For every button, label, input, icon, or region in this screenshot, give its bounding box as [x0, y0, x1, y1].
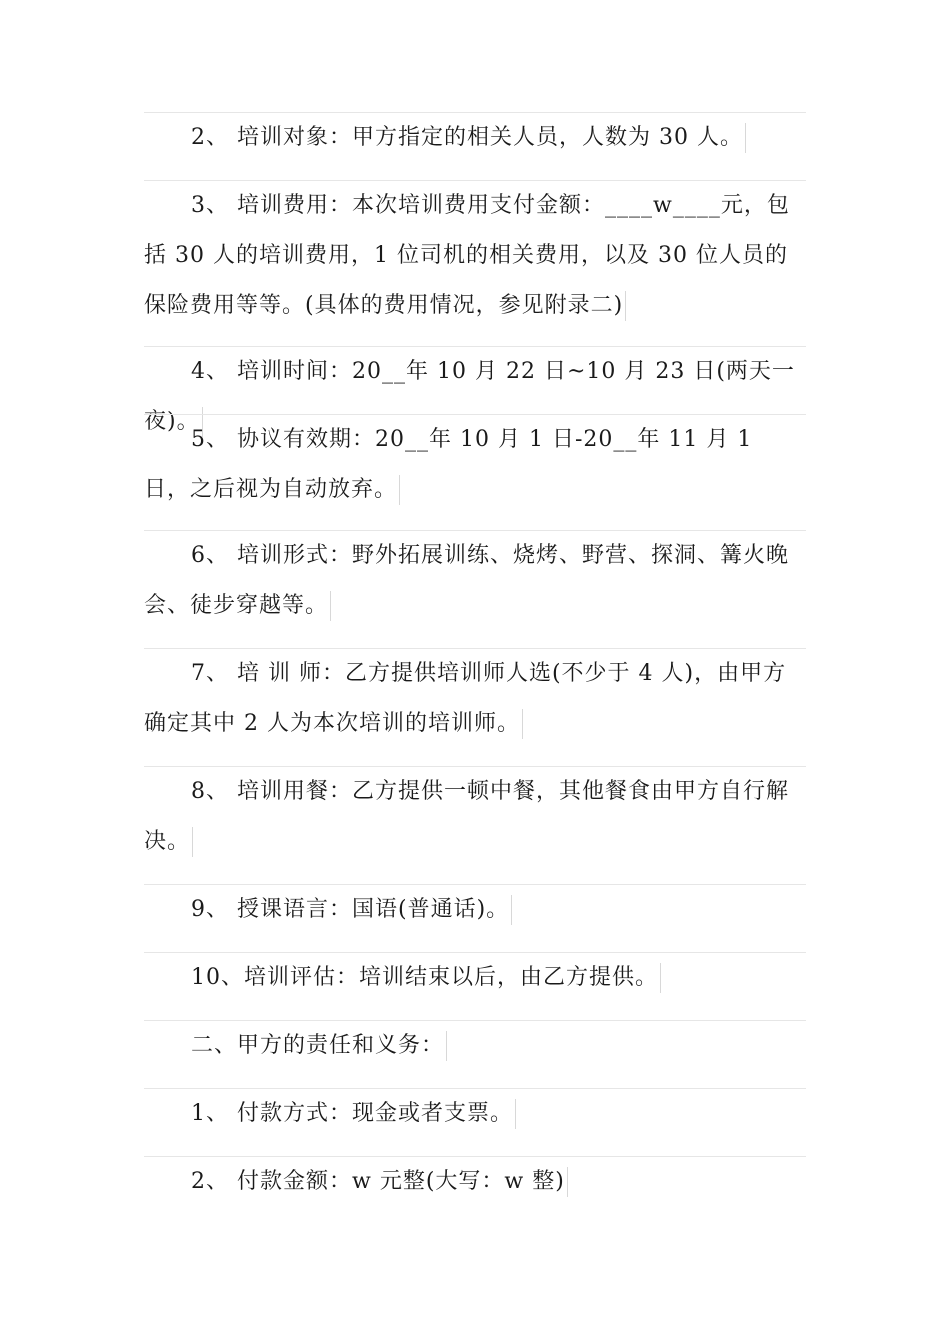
paragraph-text: 1、 付款方式：现金或者支票。: [191, 1101, 513, 1126]
paragraph-text: 3、 培训费用：本次培训费用支付金额：____w____元，包括 30 人的培训费用，1 位司机的相关费用，以及 30 位人员的保险费用等等。(具体的费用情况，参见附录二): [144, 193, 790, 318]
paragraph-text: 7、 培 训 师：乙方提供培训师人选(不少于 4 人)，由甲方确定其中 2 人为本次培训的培训师。: [144, 661, 787, 736]
section-heading-party-a-duties: [144, 1020, 806, 1071]
line-end-mark: [567, 1167, 568, 1197]
paragraph-training-fee: [144, 180, 806, 331]
paragraph-text: 2、 付款金额：w 元整(大写：w 整): [191, 1169, 565, 1194]
line-end-mark: [330, 591, 331, 621]
paragraph-teaching-language: [144, 884, 806, 935]
paragraph-agreement-validity: [144, 414, 806, 515]
paragraph-text: 9、 授课语言：国语(普通话)。: [191, 897, 510, 922]
line-end-mark: [660, 963, 661, 993]
line-end-mark: [625, 291, 626, 321]
line-end-mark: [446, 1031, 447, 1061]
paragraph-training-meal: [144, 766, 806, 867]
line-end-mark: [511, 895, 512, 925]
paragraph-training-form: [144, 530, 806, 631]
line-end-mark: [522, 709, 523, 739]
line-end-mark: [192, 827, 193, 857]
paragraph-training-target: [144, 112, 806, 163]
paragraph-training-evaluation: [144, 952, 806, 1003]
paragraph-trainer: [144, 648, 806, 749]
line-end-mark: [515, 1099, 516, 1129]
paragraph-text: 6、 培训形式：野外拓展训练、烧烤、野营、探洞、篝火晚会、徒步穿越等。: [144, 543, 789, 618]
paragraph-text: 二、甲方的责任和义务：: [191, 1033, 445, 1058]
paragraph-text: 8、 培训用餐：乙方提供一顿中餐，其他餐食由甲方自行解决。: [144, 779, 789, 854]
paragraph-text: 4、 培训时间：20__年 10 月 22 日~10 月 23 日(两天一夜)。: [144, 359, 795, 434]
paragraph-text: 5、 协议有效期：20__年 10 月 1 日-20__年 11 月 1 日，之后视为自动放弃。: [144, 427, 753, 502]
paragraph-payment-method: [144, 1088, 806, 1139]
line-end-mark: [399, 475, 400, 505]
paragraph-text: 2、 培训对象：甲方指定的相关人员，人数为 30 人。: [191, 125, 743, 150]
paragraph-payment-amount: [144, 1156, 806, 1207]
paragraph-text: 10、培训评估：培训结束以后，由乙方提供。: [191, 965, 658, 990]
line-end-mark: [745, 123, 746, 153]
